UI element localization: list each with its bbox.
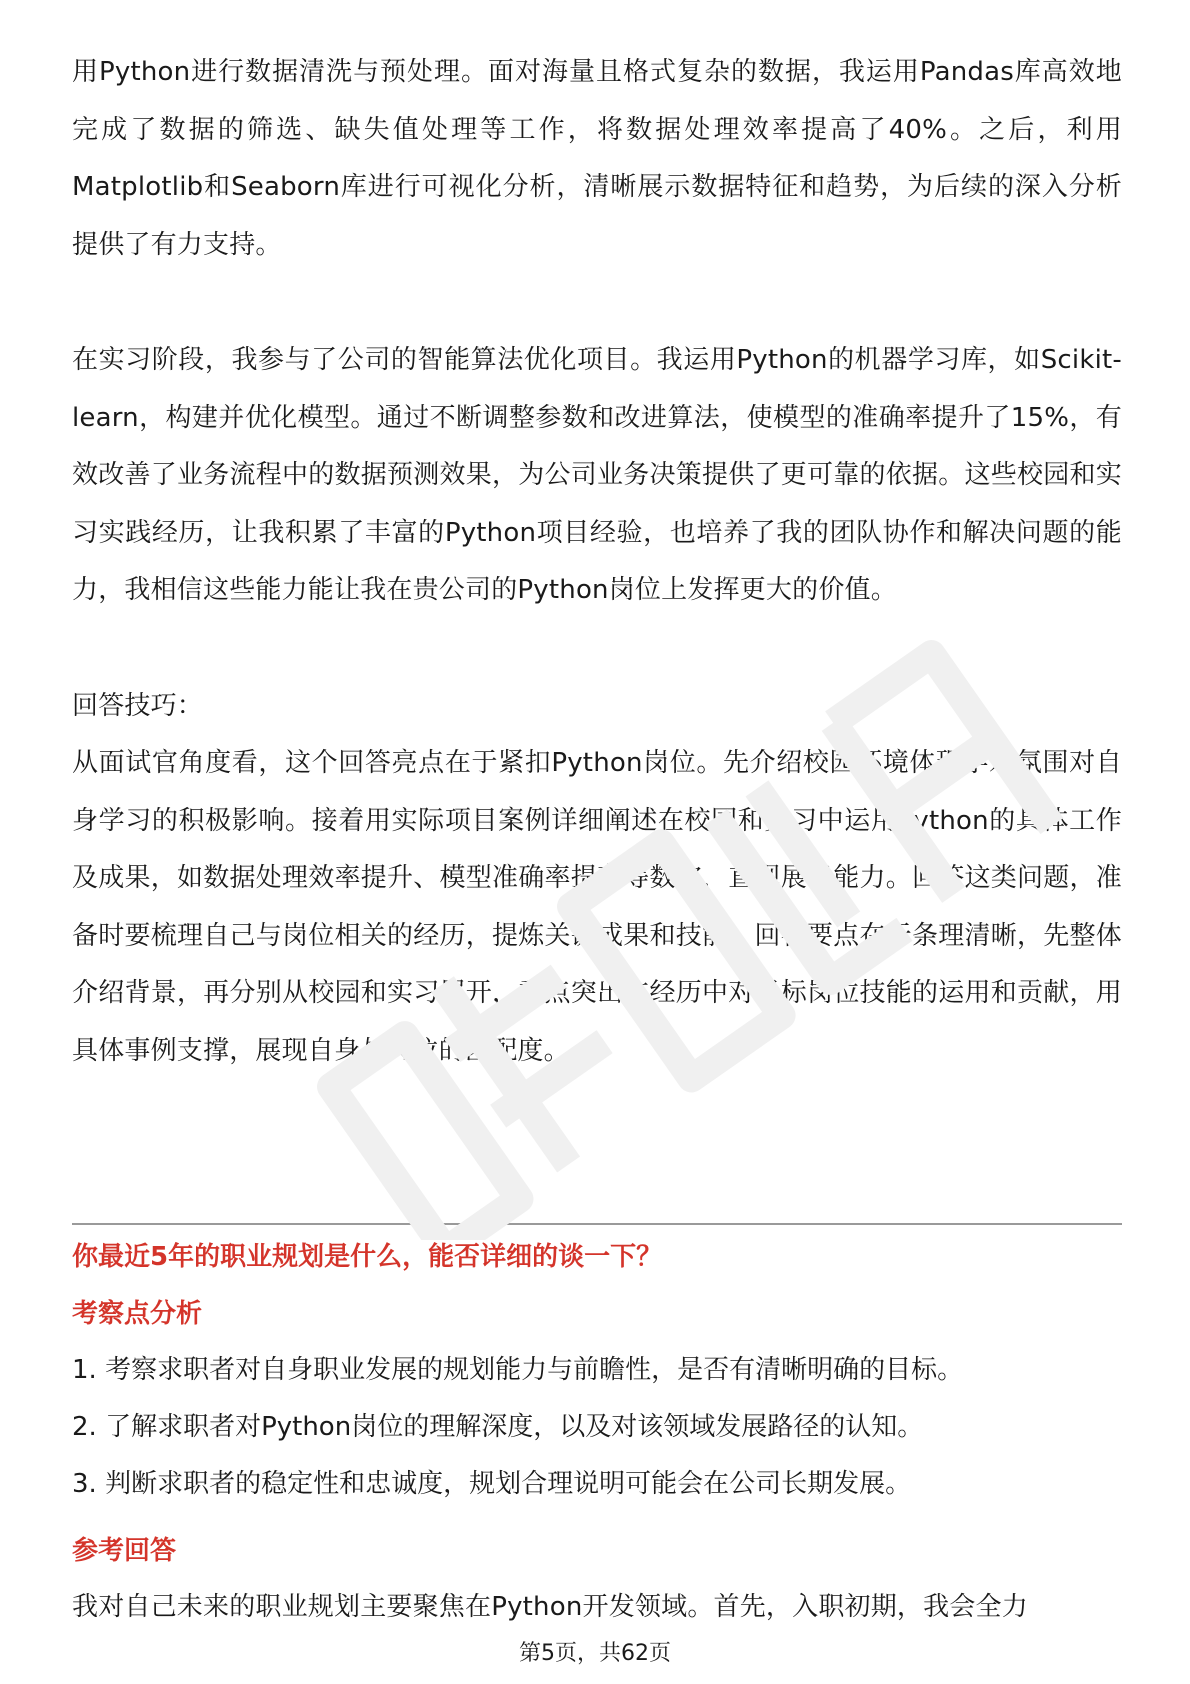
question-title: 你最近5年的职业规划是什么，能否详细的谈一下？ xyxy=(72,1242,663,1272)
answer-heading: 参考回答 xyxy=(72,1536,177,1566)
analysis-item-2: 2. 了解求职者对Python岗位的理解深度，以及对该领域发展路径的认知。 xyxy=(72,1412,924,1442)
analysis-heading: 考察点分析 xyxy=(72,1299,203,1329)
paragraph-gap xyxy=(72,620,1122,678)
document-body xyxy=(72,44,1122,1080)
page-footer: 第5页，共62页 xyxy=(519,1641,671,1666)
body-paragraph-1: 用Python进行数据清洗与预处理。面对海量且格式复杂的数据，我运用Pandas库高效地完成了数据的筛选、缺失值处理等工作，将数据处理效率提高了40%。之后，利用Matplotlib和Seaborn库进行可视化分析，清晰展示数据特征和趋势，为后续的深入分析提供了有力支持。 xyxy=(72,57,1122,260)
paragraph-gap xyxy=(72,274,1122,332)
tips-paragraph: 从面试官角度看，这个回答亮点在于紧扣Python岗位。先介绍校园环境体现学术氛围对自身学习的积极影响。接着用实际项目案例详细阐述在校园和实习中运用Python的具体工作及成果，如数据处理效率提升、模型准确率提高等数字，直观展示能力。回答这类问题，准备时要梳理自己与岗位相关的经历，提炼关键成果和技能。回答要点在于条理清晰，先整体介绍背景，再分别从校园和实习展开，重点突出在经历中对目标岗位技能的运用和贡献，用具体事例支撑，展现自身与岗位的匹配度。 xyxy=(72,748,1122,1066)
section-divider xyxy=(72,1223,1122,1225)
question-section xyxy=(72,1228,1122,1637)
tips-heading: 回答技巧： xyxy=(72,690,204,721)
analysis-item-1: 1. 考察求职者对自身职业发展的规划能力与前瞻性，是否有清晰明确的目标。 xyxy=(72,1355,964,1385)
body-paragraph-2: 在实习阶段，我参与了公司的智能算法优化项目。我运用Python的机器学习库，如Scikit-learn，构建并优化模型。通过不断调整参数和改进算法，使模型的准确率提升了15%，有效改善了业务流程中的数据预测效果，为公司业务决策提供了更可靠的依据。这些校园和实习实践经历，让我积累了丰富的Python项目经验，也培养了我的团队协作和解决问题的能力，我相信这些能力能让我在贵公司的Python岗位上发挥更大的价值。 xyxy=(72,345,1122,605)
answer-paragraph: 我对自己未来的职业规划主要聚焦在Python开发领域。首先，入职初期，我会全力 xyxy=(72,1592,1028,1622)
analysis-item-3: 3. 判断求职者的稳定性和忠诚度，规划合理说明可能会在公司长期发展。 xyxy=(72,1469,912,1499)
